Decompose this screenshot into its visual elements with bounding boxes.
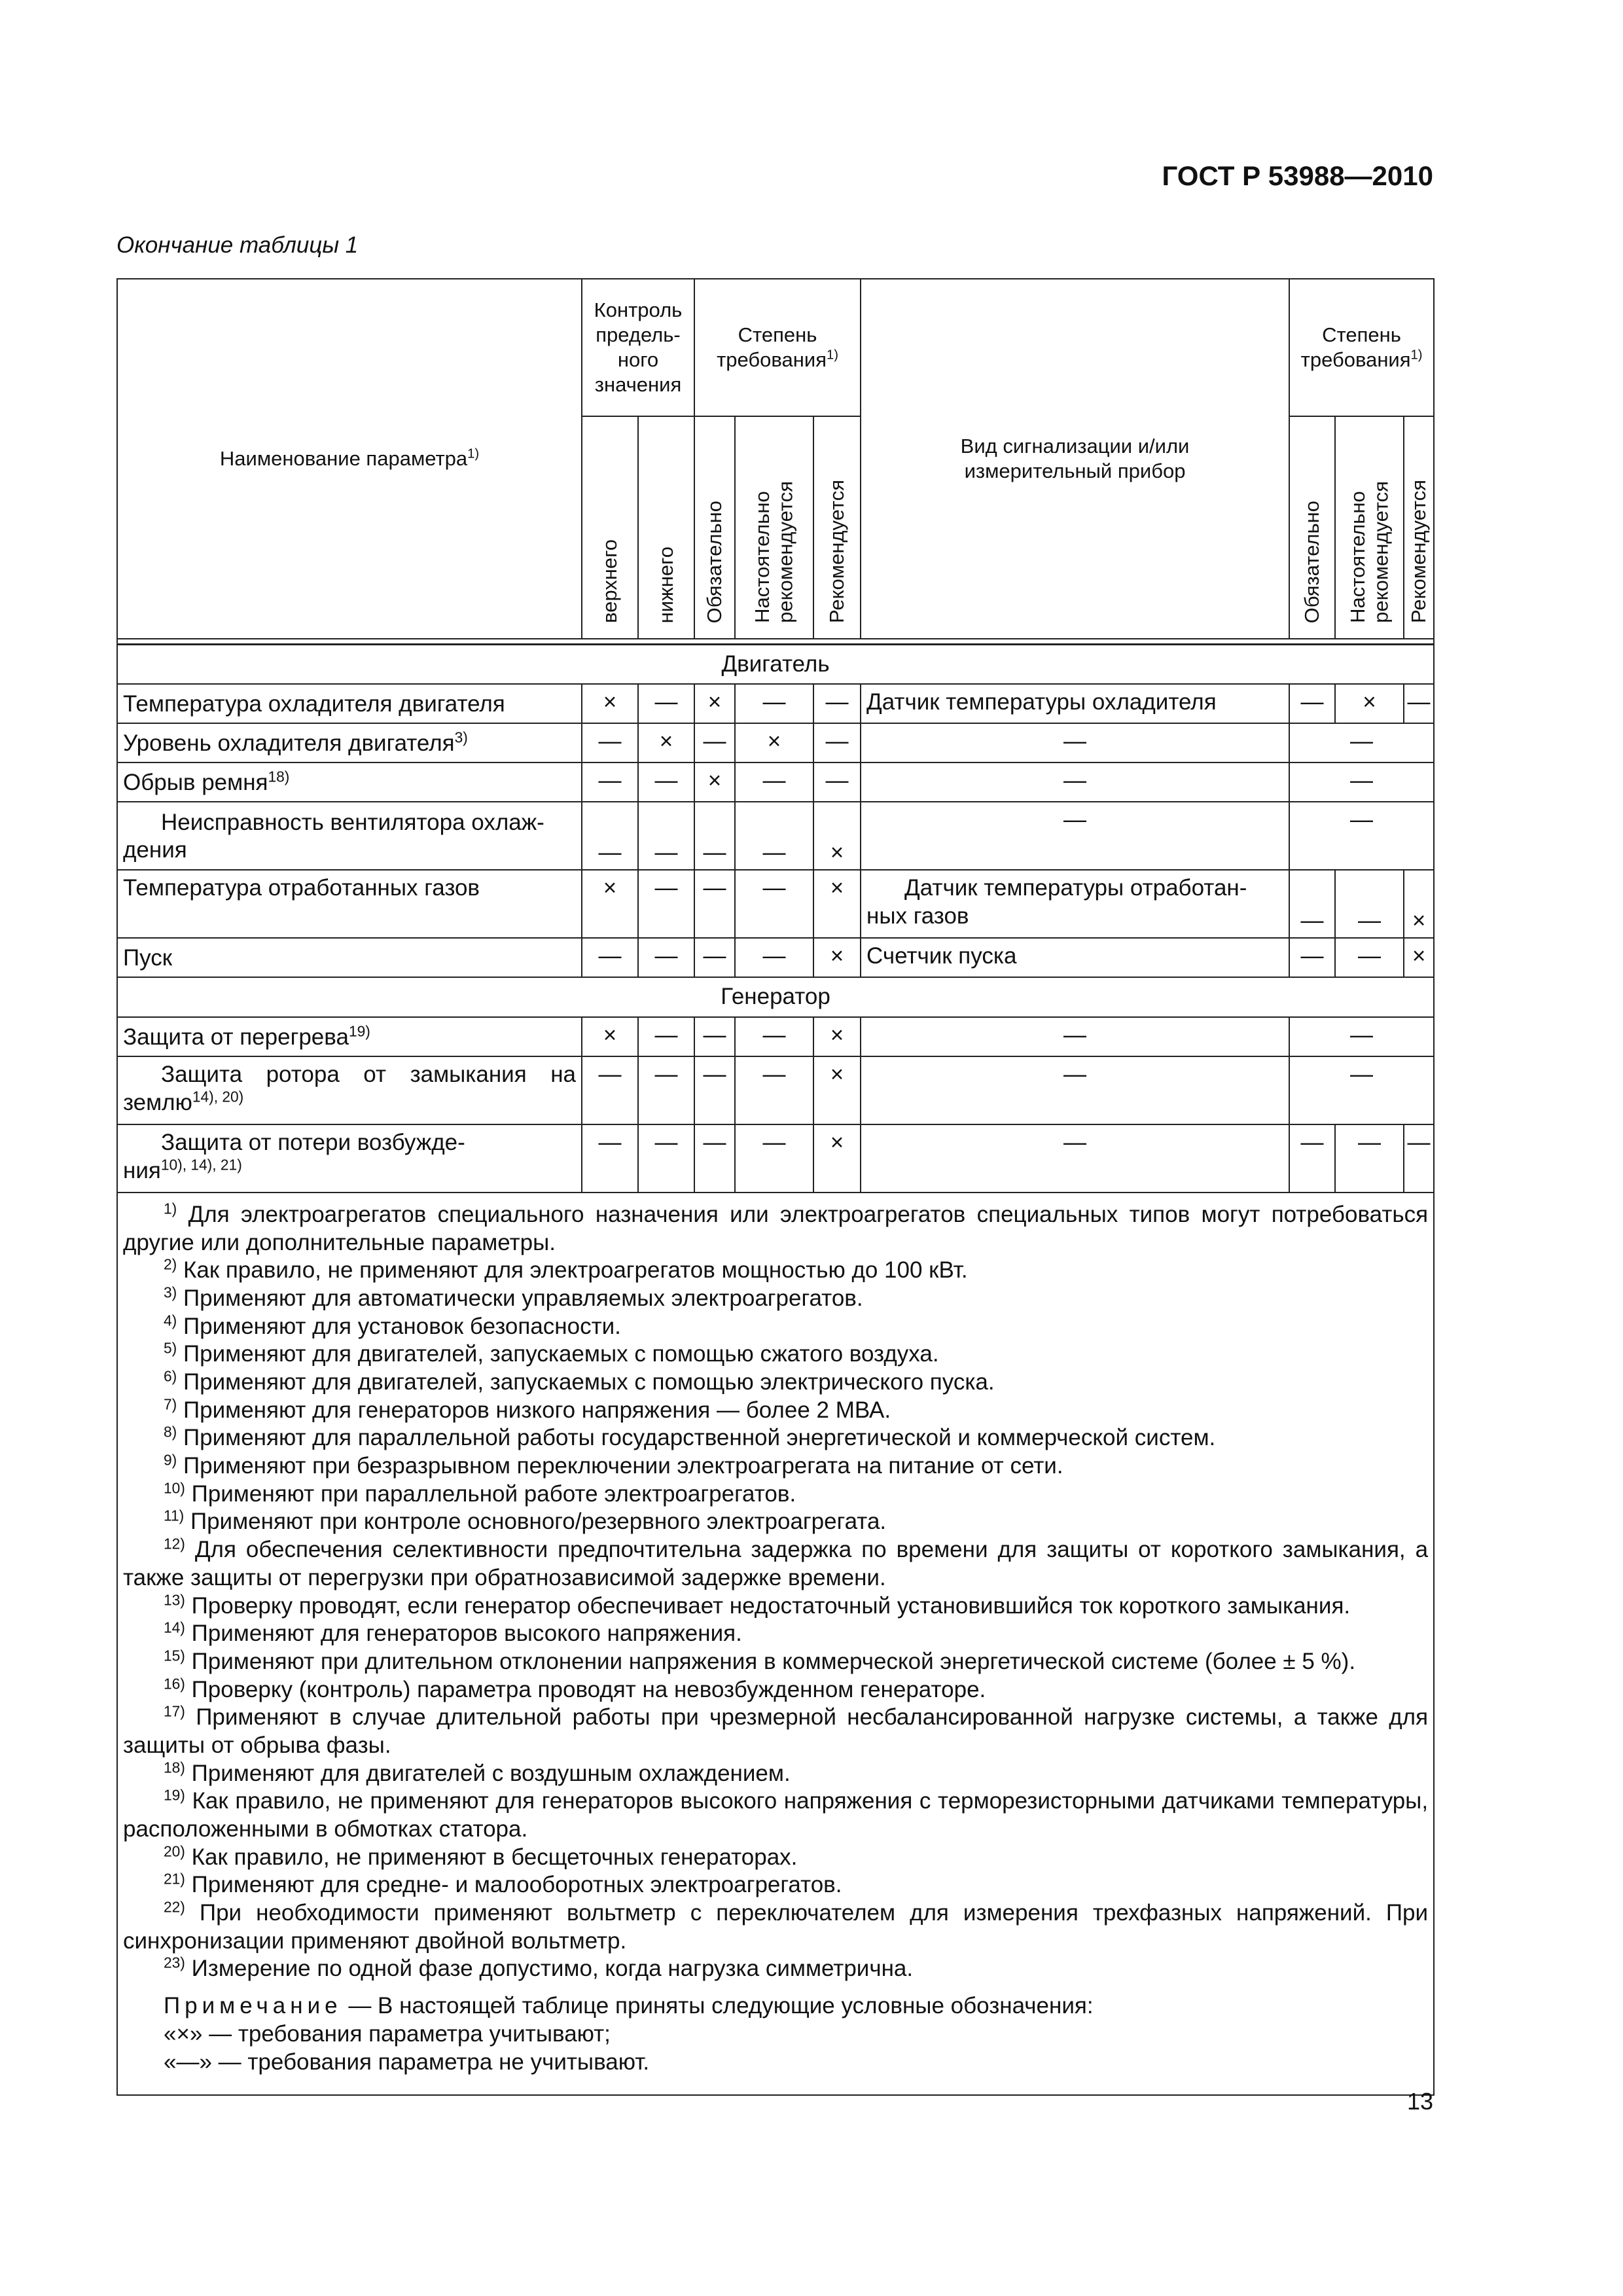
table-caption: Окончание таблицы 1 — [116, 232, 359, 258]
mark-cell: — — [735, 802, 813, 870]
device-cell: — — [861, 723, 1289, 762]
footnote — [123, 1844, 1428, 1872]
mark-cell: — — [638, 1056, 694, 1124]
footnote — [123, 1536, 1428, 1592]
device-cell: — — [861, 1017, 1289, 1056]
mark-cell: — — [1289, 1056, 1434, 1124]
mark-cell: — — [638, 802, 694, 870]
device-cell: Счетчик пуска — [861, 938, 1289, 977]
footnote — [123, 1424, 1428, 1452]
mark-cell: — — [1289, 1017, 1434, 1056]
device-cell: Датчик температуры отработан- ных газов — [861, 870, 1289, 938]
page-number: 13 — [1406, 2088, 1433, 2115]
header-degree-requirement-2: Степень требования$^{1)}$ — [1289, 279, 1434, 416]
footnote-number: 20) — [164, 1842, 185, 1860]
footnote-number: 12) — [164, 1535, 185, 1552]
mark-cell: × — [694, 684, 735, 723]
footnote — [123, 1480, 1428, 1509]
standard-number: ГОСТ Р 53988—2010 — [1162, 160, 1433, 191]
mark-cell: — — [694, 870, 735, 938]
footnote-text: Применяют для двигателей, запускаемых с помощью сжатого воздуха. — [183, 1341, 939, 1367]
footnote-text: Применяют для параллельной работы государственной энергетической и коммерческой систем. — [183, 1425, 1216, 1451]
mark-cell: × — [813, 870, 861, 938]
mark-cell: — — [1289, 1124, 1335, 1193]
footnote — [123, 1648, 1428, 1676]
mark-cell: × — [1335, 684, 1404, 723]
footnote-text: Применяют для средне- и малооборотных электроагрегатов. — [191, 1872, 842, 1898]
mark-cell: — — [582, 1124, 638, 1193]
footnote — [123, 1676, 1428, 1704]
mark-cell: — — [1335, 870, 1404, 938]
mark-cell: × — [1404, 938, 1434, 977]
mark-cell: — — [813, 723, 861, 762]
footnote-text: Проверку (контроль) параметра проводят на невозбужденном генераторе. — [191, 1676, 986, 1702]
header-recommended-2: Рекомендуется — [1404, 416, 1434, 639]
table-row-label: Уровень охладителя двигателя$^{3)}$ — [117, 723, 582, 762]
device-cell: — — [861, 762, 1289, 802]
mark-cell: — — [582, 1056, 638, 1124]
mark-cell: — — [694, 723, 735, 762]
footnote — [123, 1955, 1428, 1983]
footnote — [123, 1201, 1428, 1257]
mark-cell: — — [582, 762, 638, 802]
footnote — [123, 1592, 1428, 1621]
footnote — [123, 1313, 1428, 1341]
mark-cell: — — [735, 938, 813, 977]
footnote-text: Как правило, не применяют для электроагрегатов мощностью до 100 кВт. — [183, 1257, 968, 1283]
footnote-number: 13) — [164, 1590, 185, 1608]
mark-cell: — — [1289, 870, 1335, 938]
footnote-number: 5) — [164, 1339, 177, 1357]
footnote-text: Для обеспечения селективности предпочтительна задержка по времени для защиты от короткого замыкания, а также защиты от перегрузки при обратнозависимой задержке времени. — [123, 1537, 1429, 1590]
footnote — [123, 1787, 1428, 1843]
footnote — [123, 1369, 1428, 1397]
header-recommended: Рекомендуется — [813, 416, 861, 639]
mark-cell: — — [638, 1124, 694, 1193]
header-device: Вид сигнализации и/или измерительный прибор — [861, 279, 1289, 639]
table-row-label: Пуск — [117, 938, 582, 977]
mark-cell: — — [638, 684, 694, 723]
footnote — [123, 1452, 1428, 1480]
parameters-table — [116, 278, 1435, 2096]
mark-cell: × — [1404, 870, 1434, 938]
mark-cell: — — [638, 870, 694, 938]
mark-cell: × — [813, 938, 861, 977]
footnote-number: 4) — [164, 1311, 177, 1329]
section-title: Двигатель — [117, 644, 1434, 684]
footnote-text: Применяют при параллельной работе электроагрегатов. — [191, 1480, 796, 1507]
mark-cell: × — [582, 684, 638, 723]
mark-cell: — — [1289, 684, 1335, 723]
note-line: «×» — требования параметра учитывают; — [164, 2020, 611, 2047]
mark-cell: — — [735, 1056, 813, 1124]
footnote-number: 22) — [164, 1898, 185, 1916]
mark-cell: — — [735, 870, 813, 938]
mark-cell: — — [582, 802, 638, 870]
header-strongly-recommended-2: Настоятельно рекомендуется — [1335, 416, 1404, 639]
header-degree-requirement: Степень требования$^{1)}$ — [694, 279, 861, 416]
footnote-number: 11) — [164, 1507, 185, 1524]
mark-cell: × — [813, 1056, 861, 1124]
note-heading: Примечание — В настоящей таблице приняты следующие условные обозначения: — [164, 1993, 1094, 2019]
device-cell: Датчик температуры охладителя — [861, 684, 1289, 723]
mark-cell: × — [813, 802, 861, 870]
footnote-text: Как правило, не применяют в бесщеточных генераторах. — [191, 1844, 798, 1870]
footnote-number: 7) — [164, 1395, 177, 1413]
mark-cell: — — [813, 762, 861, 802]
footnote-text: Применяют в случае длительной работы при чрезмерной несбалансированной нагрузке системы, а также для защиты от обрыва фазы. — [123, 1704, 1429, 1758]
footnote-text: Как правило, не применяют для генераторов высокого напряжения с терморезисторными датчиками температуры, расположенными в обмотках статора. — [123, 1788, 1429, 1842]
mark-cell: × — [735, 723, 813, 762]
table-row-label: Обрыв ремня$^{18)}$ — [117, 762, 582, 802]
table-row-label: Неисправность вентилятора охлаж- дения — [117, 802, 582, 870]
footnote-number: 16) — [164, 1674, 185, 1692]
mark-cell: — — [694, 1017, 735, 1056]
mark-cell: — — [1335, 938, 1404, 977]
mark-cell: — — [813, 684, 861, 723]
footnote-number: 8) — [164, 1423, 177, 1441]
mark-cell: × — [813, 1124, 861, 1193]
footnote-number: 15) — [164, 1647, 185, 1664]
header-upper: верхнего — [582, 416, 638, 639]
footnote — [123, 1620, 1428, 1648]
table-row-label: Температура охладителя двигателя — [117, 684, 582, 723]
table-row-label: Температура отработанных газов — [117, 870, 582, 938]
mark-cell: — — [735, 1017, 813, 1056]
device-cell: — — [861, 1124, 1289, 1193]
header-lower: нижнего — [638, 416, 694, 639]
header-mandatory-2: Обязательно — [1289, 416, 1335, 639]
device-cell: — — [861, 802, 1289, 870]
mark-cell: — — [694, 802, 735, 870]
footnote — [123, 1340, 1428, 1369]
footnote-number: 1) — [164, 1200, 177, 1217]
mark-cell: — — [735, 762, 813, 802]
footnote-text: Применяют для двигателей с воздушным охлаждением. — [191, 1760, 791, 1786]
footnote-text: Измерение по одной фазе допустимо, когда нагрузка симметрична. — [191, 1956, 914, 1982]
header-limit-control: Контроль предель- ного значения — [582, 279, 694, 416]
footnote-number: 2) — [164, 1255, 177, 1273]
mark-cell: × — [638, 723, 694, 762]
mark-cell: — — [694, 1124, 735, 1193]
footnote-number: 17) — [164, 1702, 185, 1720]
footnote-number: 21) — [164, 1870, 185, 1888]
footnote-text: Применяют для установок безопасности. — [183, 1313, 621, 1339]
device-cell: — — [861, 1056, 1289, 1124]
footnote-text: При необходимости применяют вольтметр с переключателем для измерения трехфазных напряжений. При синхронизации применяют двойной вольтметр. — [123, 1900, 1429, 1954]
footnote — [123, 1257, 1428, 1285]
footnote-number: 3) — [164, 1283, 177, 1301]
mark-cell: — — [1289, 762, 1434, 802]
mark-cell: × — [582, 1017, 638, 1056]
footnote-number: 6) — [164, 1367, 177, 1385]
note-line: «—» — требования параметра не учитывают. — [164, 2049, 650, 2075]
table-row-label: Защита от перегрева$^{19)}$ — [117, 1017, 582, 1056]
mark-cell: — — [694, 938, 735, 977]
mark-cell: — — [582, 723, 638, 762]
header-parameter-name: Наименование параметра$^{1)}$ — [117, 279, 582, 639]
mark-cell: — — [694, 1056, 735, 1124]
footnote-number: 19) — [164, 1786, 185, 1804]
footnote-text: Применяют для автоматически управляемых электроагрегатов. — [183, 1285, 863, 1311]
mark-cell: — — [638, 938, 694, 977]
footnotes — [117, 1193, 1434, 2095]
footnote-text: Применяют для генераторов низкого напряжения — более 2 МВА. — [183, 1397, 891, 1423]
footnote-text: Проверку проводят, если генератор обеспечивает недостаточный установившийся ток короткого замыкания. — [191, 1592, 1351, 1619]
header-mandatory: Обязательно — [694, 416, 735, 639]
mark-cell: — — [735, 684, 813, 723]
mark-cell: × — [582, 870, 638, 938]
footnote-text: Применяют для двигателей, запускаемых с помощью электрического пуска. — [183, 1369, 995, 1395]
footnote — [123, 1285, 1428, 1313]
footnote-text: Применяют при контроле основного/резервного электроагрегата. — [190, 1509, 887, 1535]
footnote — [123, 1508, 1428, 1536]
table-row-label: Защита от потери возбужде- ния$^{10), 14), 21)}$ — [117, 1124, 582, 1193]
footnote — [123, 1397, 1428, 1425]
mark-cell: — — [1289, 938, 1335, 977]
footnote-text: Применяют для генераторов высокого напряжения. — [191, 1621, 742, 1647]
mark-cell: × — [813, 1017, 861, 1056]
footnote — [123, 1899, 1428, 1955]
footnote-number: 9) — [164, 1451, 177, 1469]
footnote-number: 18) — [164, 1758, 185, 1776]
mark-cell: — — [1289, 723, 1434, 762]
footnote-list — [123, 1201, 1428, 1983]
footnote-number: 14) — [164, 1619, 185, 1636]
mark-cell: — — [638, 762, 694, 802]
footnote — [123, 1871, 1428, 1899]
mark-cell: × — [694, 762, 735, 802]
header-strongly-recommended: Настоятельно рекомендуется — [735, 416, 813, 639]
footnote-text: Применяют при длительном отклонении напряжения в коммерческой энергетической системе (более ± 5 %). — [191, 1648, 1356, 1674]
mark-cell: — — [1335, 1124, 1404, 1193]
mark-cell: — — [582, 938, 638, 977]
mark-cell: — — [1404, 684, 1434, 723]
footnote-number: 23) — [164, 1954, 185, 1971]
footnote-number: 10) — [164, 1479, 185, 1497]
footnote — [123, 1760, 1428, 1788]
footnote-text: Для электроагрегатов специального назначения или электроагрегатов специальных типов могут потребоваться другие или дополнительные параметры. — [123, 1201, 1429, 1255]
mark-cell: — — [1404, 1124, 1434, 1193]
table-row-label: Защита ротора от замыкания на землю$^{14), 20)}$ — [117, 1056, 582, 1124]
section-title: Генератор — [117, 977, 1434, 1017]
footnote-text: Применяют при безразрывном переключении электроагрегата на питание от сети. — [183, 1453, 1063, 1479]
mark-cell: — — [735, 1124, 813, 1193]
mark-cell: — — [1289, 802, 1434, 870]
footnote — [123, 1704, 1428, 1759]
mark-cell: — — [638, 1017, 694, 1056]
